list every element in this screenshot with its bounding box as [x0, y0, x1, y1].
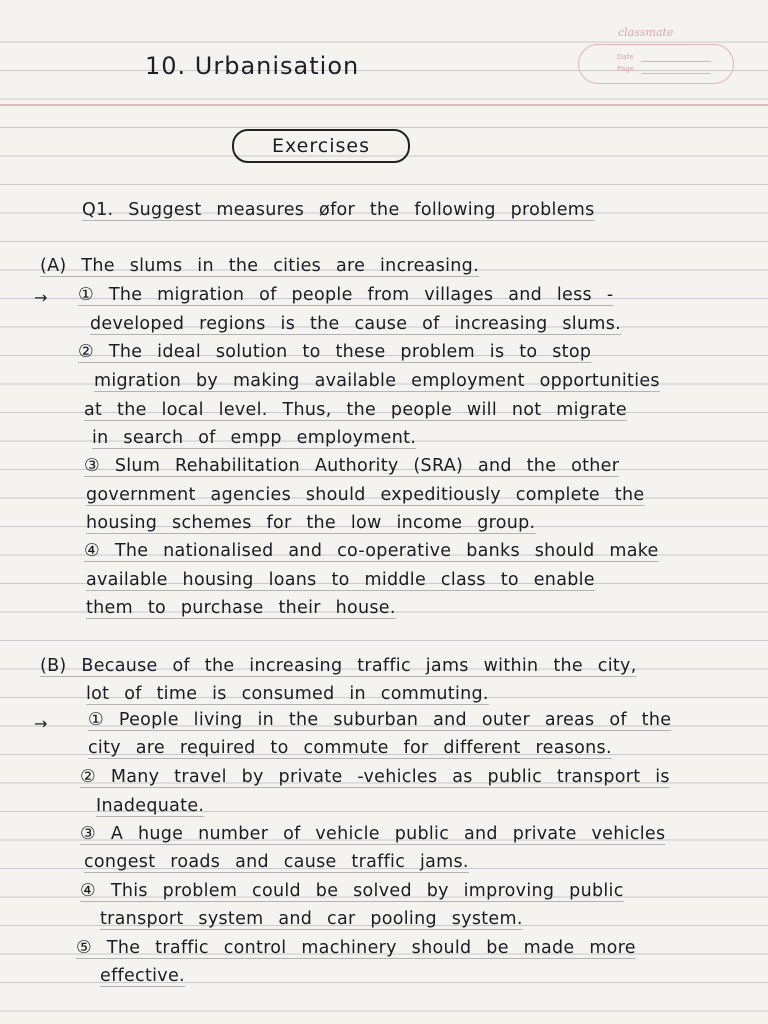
- text-line: available housing loans to middle class to enable: [86, 570, 595, 590]
- text-line: in search of empp employment.: [92, 428, 417, 448]
- text-line: migration by making available employment opportunities: [94, 371, 660, 391]
- arrow-icon: →: [34, 288, 48, 307]
- top-margin-rule: [0, 104, 768, 106]
- text-line: Inadequate.: [96, 796, 205, 816]
- text-line: congest roads and cause traffic jams.: [84, 852, 469, 872]
- text-line: ④ This problem could be solved by improving public: [80, 881, 624, 901]
- text-line: ③ Slum Rehabilitation Authority (SRA) and the other: [84, 456, 620, 476]
- text-line: ⑤ The traffic control machinery should be made more: [76, 938, 636, 958]
- date-line: [641, 61, 711, 62]
- brand-logo: classmate: [618, 26, 674, 39]
- text-line: effective.: [100, 966, 185, 986]
- text-line: ① People living in the suburban and outer areas of the: [88, 710, 672, 730]
- date-label: Date: [617, 53, 634, 61]
- text-line: at the local level. Thus, the people will not migrate: [84, 400, 627, 420]
- chapter-title: 10. Urbanisation: [145, 52, 360, 80]
- text-line: transport system and car pooling system.: [100, 909, 523, 929]
- date-page-box: [578, 44, 734, 84]
- text-line: ③ A huge number of vehicle public and private vehicles: [80, 824, 666, 844]
- problem-a-line: (A) The slums in the cities are increasing.: [40, 256, 479, 276]
- text-line: housing schemes for the low income group.: [86, 513, 536, 533]
- text-line: ② The ideal solution to these problem is to stop: [78, 342, 592, 362]
- arrow-icon: →: [34, 714, 48, 733]
- text-line: ② Many travel by private -vehicles as public transport is: [80, 767, 670, 787]
- exercises-heading: Exercises: [232, 129, 410, 163]
- question-line: Q1. Suggest measures øfor the following problems: [82, 200, 595, 220]
- text-line: them to purchase their house.: [86, 598, 396, 618]
- text-line: government agencies should expeditiously complete the: [86, 485, 645, 505]
- text-line: lot of time is consumed in commuting.: [86, 684, 489, 704]
- text-line: developed regions is the cause of increasing slums.: [90, 314, 621, 334]
- page-line: [641, 73, 711, 74]
- page-label: Page: [617, 65, 634, 73]
- text-line: ① The migration of people from villages and less -: [78, 285, 614, 305]
- text-line: ④ The nationalised and co-operative banks should make: [84, 541, 659, 561]
- problem-b-line: (B) Because of the increasing traffic jams within the city,: [40, 656, 637, 676]
- text-line: city are required to commute for different reasons.: [88, 738, 612, 758]
